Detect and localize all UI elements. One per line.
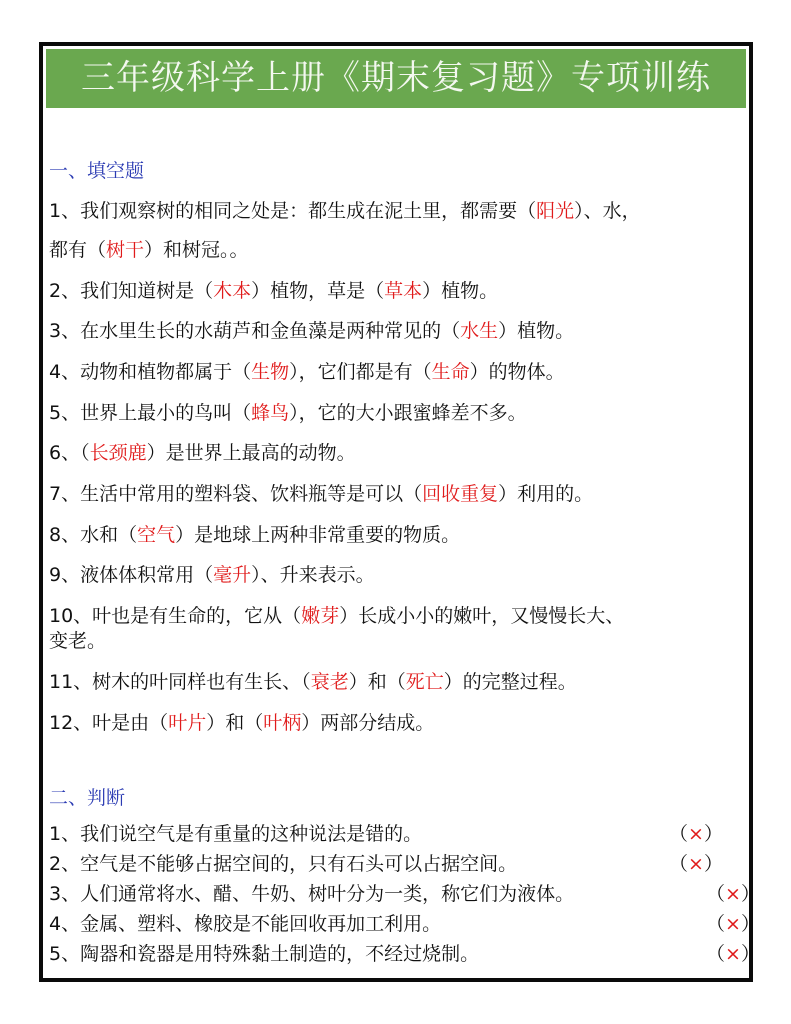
answer-text: 死亡 [405, 671, 444, 693]
question-text: ）和（ [348, 671, 406, 693]
fill-in-question-6-line-1 [49, 438, 356, 465]
question-text: 7、生活中常用的塑料袋、饮料瓶等是可以（ [49, 483, 423, 505]
close-paren: ） [740, 913, 760, 935]
question-text: 2、我们知道树是（ [49, 280, 214, 302]
question-text: ）植物，草是（ [251, 280, 385, 302]
question-text: ）植物。 [498, 320, 575, 342]
question-text: ）、水， [574, 200, 641, 222]
section-heading-judge: 二、判断 [49, 787, 126, 809]
judge-question-4 [49, 909, 760, 936]
fill-in-question-7-line-1 [49, 479, 593, 506]
fill-in-question-4-line-1 [49, 357, 565, 384]
answer-text: 水生 [460, 320, 499, 342]
question-text: 4、动物和植物都属于（ [49, 361, 252, 383]
open-paren: （ [706, 883, 726, 905]
question-text: 12、叶是由（ [49, 712, 169, 734]
judge-question-5 [49, 939, 760, 966]
question-text: ）是地球上两种非常重要的物质。 [175, 524, 461, 546]
wrong-mark-icon: × [688, 853, 704, 875]
answer-text: 长颈鹿 [89, 442, 147, 464]
question-text: ）和（ [206, 712, 264, 734]
question-text: ）的完整过程。 [443, 671, 577, 693]
answer-text: 嫩芽 [301, 605, 340, 627]
fill-in-question-10-line-1 [49, 601, 624, 628]
close-paren: ） [740, 943, 760, 965]
answer-text: 草本 [384, 280, 423, 302]
answer-text: 蜂鸟 [251, 402, 290, 424]
question-text: 1、我们说空气是有重量的这种说法是错的。 [49, 823, 423, 845]
question-text: 4、金属、塑料、橡胶是不能回收再加工利用。 [49, 913, 442, 935]
answer-text: 空气 [137, 524, 176, 546]
answer-text: 叶片 [168, 712, 207, 734]
fill-in-question-10-line-2 [49, 626, 106, 653]
fill-in-question-1-line-1 [49, 196, 641, 223]
fill-in-question-3-line-1 [49, 316, 574, 343]
answer-text: 生命 [431, 361, 470, 383]
question-text: 3、人们通常将水、醋、牛奶、树叶分为一类，称它们为液体。 [49, 883, 575, 905]
open-paren: （ [669, 853, 689, 875]
wrong-mark-icon: × [725, 913, 741, 935]
judge-question-3 [49, 879, 760, 906]
question-text: 5、陶器和瓷器是用特殊黏土制造的，不经过烧制。 [49, 943, 480, 965]
question-text: ）两部分结成。 [301, 712, 435, 734]
question-text: 11、树木的叶同样也有生长、（ [49, 671, 311, 693]
judge-question-1 [49, 819, 749, 846]
question-text: ）利用的。 [498, 483, 594, 505]
question-text: 变老。 [49, 630, 107, 652]
fill-in-question-5-line-1 [49, 398, 527, 425]
answer-text: 树干 [106, 239, 145, 261]
wrong-mark-icon: × [688, 823, 704, 845]
answer-text: 衰老 [310, 671, 349, 693]
open-paren: （ [706, 913, 726, 935]
wrong-mark-icon: × [725, 943, 741, 965]
judge-answer [669, 819, 723, 846]
section-heading-fill-in: 一、填空题 [49, 160, 145, 182]
question-text: ），它们都是有（ [289, 361, 432, 383]
question-text: 都有（ [49, 239, 107, 261]
question-text: 2、空气是不能够占据空间的，只有石头可以占据空间。 [49, 853, 518, 875]
answer-text: 阳光 [536, 200, 575, 222]
fill-in-question-11-line-1 [49, 667, 577, 694]
answer-text: 木本 [213, 280, 252, 302]
close-paren: ） [703, 823, 723, 845]
judge-question-2 [49, 849, 749, 876]
fill-in-question-12-line-1 [49, 708, 434, 735]
question-text: 3、在水里生长的水葫芦和金鱼藻是两种常见的（ [49, 320, 461, 342]
fill-in-question-8-line-1 [49, 520, 460, 547]
question-text: 5、世界上最小的鸟叫（ [49, 402, 252, 424]
fill-in-question-2-line-1 [49, 276, 498, 303]
worksheet-frame [39, 42, 760, 982]
close-paren: ） [703, 853, 723, 875]
question-text: ）长成小小的嫩叶，又慢慢长大、 [339, 605, 625, 627]
worksheet-title: 三年级科学上册《期末复习题》专项训练 [46, 49, 746, 108]
judge-answer [669, 849, 723, 876]
question-text: ）的物体。 [469, 361, 565, 383]
judge-answer [706, 909, 760, 936]
wrong-mark-icon: × [725, 883, 741, 905]
question-text: ）是世界上最高的动物。 [146, 442, 356, 464]
answer-text: 回收重复 [422, 483, 499, 505]
fill-in-question-1-line-2 [49, 235, 249, 262]
judge-answer [706, 879, 760, 906]
close-paren: ） [740, 883, 760, 905]
open-paren: （ [669, 823, 689, 845]
question-text: 1、我们观察树的相同之处是：都生成在泥土里，都需要（ [49, 200, 537, 222]
question-text: 10、叶也是有生命的，它从（ [49, 605, 302, 627]
question-text: ）和树冠。。 [144, 239, 249, 261]
answer-text: 毫升 [213, 564, 252, 586]
question-text: ）植物。 [422, 280, 499, 302]
question-text: ），它的大小跟蜜蜂差不多。 [289, 402, 527, 424]
question-text: ）、升来表示。 [251, 564, 375, 586]
answer-text: 叶柄 [263, 712, 302, 734]
answer-text: 生物 [251, 361, 290, 383]
fill-in-question-9-line-1 [49, 560, 375, 587]
open-paren: （ [706, 943, 726, 965]
question-text: 8、水和（ [49, 524, 138, 546]
question-text: 6、（ [49, 442, 90, 464]
judge-answer [706, 939, 760, 966]
question-text: 9、液体体积常用（ [49, 564, 214, 586]
